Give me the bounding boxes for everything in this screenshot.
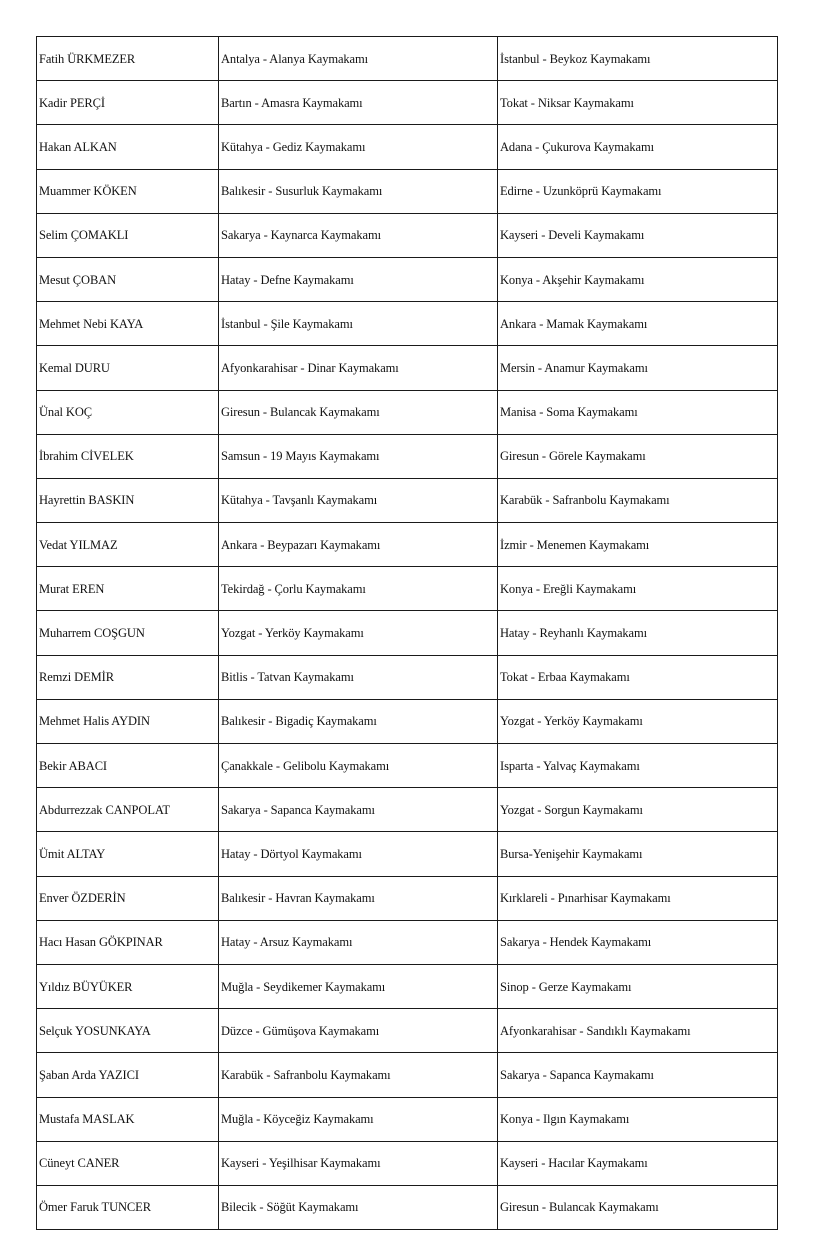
person-name-cell: Muammer KÖKEN (37, 169, 219, 213)
table-row (37, 1141, 778, 1185)
new-post-cell: İstanbul - Beykoz Kaymakamı (498, 37, 778, 81)
current-post-cell: Samsun - 19 Mayıs Kaymakamı (219, 434, 498, 478)
new-post-cell: Karabük - Safranbolu Kaymakamı (498, 478, 778, 522)
new-post-cell: Sakarya - Hendek Kaymakamı (498, 920, 778, 964)
new-post-cell: Kayseri - Develi Kaymakamı (498, 213, 778, 257)
new-post-cell: Isparta - Yalvaç Kaymakamı (498, 744, 778, 788)
person-name-cell: Selim ÇOMAKLI (37, 213, 219, 257)
new-post-cell: Tokat - Niksar Kaymakamı (498, 81, 778, 125)
table-row (37, 81, 778, 125)
current-post-cell: Sakarya - Sapanca Kaymakamı (219, 788, 498, 832)
person-name-cell: Hakan ALKAN (37, 125, 219, 169)
person-name-cell: Mustafa MASLAK (37, 1097, 219, 1141)
person-name-cell: Cüneyt CANER (37, 1141, 219, 1185)
table-row (37, 964, 778, 1008)
current-post-cell: Bilecik - Söğüt Kaymakamı (219, 1185, 498, 1229)
current-post-cell: Kütahya - Gediz Kaymakamı (219, 125, 498, 169)
person-name-cell: Murat EREN (37, 567, 219, 611)
table-row (37, 346, 778, 390)
current-post-cell: Balıkesir - Susurluk Kaymakamı (219, 169, 498, 213)
current-post-cell: Hatay - Dörtyol Kaymakamı (219, 832, 498, 876)
current-post-cell: Muğla - Seydikemer Kaymakamı (219, 964, 498, 1008)
table-row (37, 920, 778, 964)
table-row (37, 788, 778, 832)
new-post-cell: Yozgat - Sorgun Kaymakamı (498, 788, 778, 832)
person-name-cell: Remzi DEMİR (37, 655, 219, 699)
new-post-cell: İzmir - Menemen Kaymakamı (498, 523, 778, 567)
current-post-cell: Düzce - Gümüşova Kaymakamı (219, 1009, 498, 1053)
new-post-cell: Hatay - Reyhanlı Kaymakamı (498, 611, 778, 655)
person-name-cell: Ömer Faruk TUNCER (37, 1185, 219, 1229)
current-post-cell: Tekirdağ - Çorlu Kaymakamı (219, 567, 498, 611)
new-post-cell: Kırklareli - Pınarhisar Kaymakamı (498, 876, 778, 920)
current-post-cell: Bartın - Amasra Kaymakamı (219, 81, 498, 125)
table-row (37, 478, 778, 522)
table-row (37, 567, 778, 611)
person-name-cell: Selçuk YOSUNKAYA (37, 1009, 219, 1053)
new-post-cell: Tokat - Erbaa Kaymakamı (498, 655, 778, 699)
current-post-cell: Yozgat - Yerköy Kaymakamı (219, 611, 498, 655)
table-row (37, 1009, 778, 1053)
table-row (37, 1185, 778, 1229)
document-page (36, 36, 777, 1230)
new-post-cell: Edirne - Uzunköprü Kaymakamı (498, 169, 778, 213)
person-name-cell: Yıldız BÜYÜKER (37, 964, 219, 1008)
person-name-cell: Abdurrezzak CANPOLAT (37, 788, 219, 832)
current-post-cell: Kayseri - Yeşilhisar Kaymakamı (219, 1141, 498, 1185)
current-post-cell: İstanbul - Şile Kaymakamı (219, 302, 498, 346)
new-post-cell: Yozgat - Yerköy Kaymakamı (498, 699, 778, 743)
current-post-cell: Hatay - Defne Kaymakamı (219, 257, 498, 301)
person-name-cell: Ünal KOÇ (37, 390, 219, 434)
table-row (37, 523, 778, 567)
table-row (37, 699, 778, 743)
current-post-cell: Sakarya - Kaynarca Kaymakamı (219, 213, 498, 257)
table-row (37, 655, 778, 699)
table-row (37, 832, 778, 876)
current-post-cell: Giresun - Bulancak Kaymakamı (219, 390, 498, 434)
table-row (37, 125, 778, 169)
current-post-cell: Balıkesir - Bigadiç Kaymakamı (219, 699, 498, 743)
new-post-cell: Mersin - Anamur Kaymakamı (498, 346, 778, 390)
current-post-cell: Balıkesir - Havran Kaymakamı (219, 876, 498, 920)
table-row (37, 1097, 778, 1141)
person-name-cell: Şaban Arda YAZICI (37, 1053, 219, 1097)
person-name-cell: Vedat YILMAZ (37, 523, 219, 567)
current-post-cell: Antalya - Alanya Kaymakamı (219, 37, 498, 81)
new-post-cell: Giresun - Görele Kaymakamı (498, 434, 778, 478)
person-name-cell: Ümit ALTAY (37, 832, 219, 876)
person-name-cell: Hayrettin BASKIN (37, 478, 219, 522)
current-post-cell: Kütahya - Tavşanlı Kaymakamı (219, 478, 498, 522)
new-post-cell: Konya - Ilgın Kaymakamı (498, 1097, 778, 1141)
new-post-cell: Adana - Çukurova Kaymakamı (498, 125, 778, 169)
person-name-cell: Kemal DURU (37, 346, 219, 390)
table-row (37, 434, 778, 478)
person-name-cell: Muharrem COŞGUN (37, 611, 219, 655)
table-row (37, 876, 778, 920)
new-post-cell: Sakarya - Sapanca Kaymakamı (498, 1053, 778, 1097)
new-post-cell: Manisa - Soma Kaymakamı (498, 390, 778, 434)
person-name-cell: Mehmet Nebi KAYA (37, 302, 219, 346)
new-post-cell: Konya - Akşehir Kaymakamı (498, 257, 778, 301)
person-name-cell: Mesut ÇOBAN (37, 257, 219, 301)
person-name-cell: Bekir ABACI (37, 744, 219, 788)
table-row (37, 611, 778, 655)
current-post-cell: Bitlis - Tatvan Kaymakamı (219, 655, 498, 699)
person-name-cell: İbrahim CİVELEK (37, 434, 219, 478)
appointment-table (36, 36, 778, 1230)
current-post-cell: Afyonkarahisar - Dinar Kaymakamı (219, 346, 498, 390)
person-name-cell: Enver ÖZDERİN (37, 876, 219, 920)
table-row (37, 37, 778, 81)
person-name-cell: Mehmet Halis AYDIN (37, 699, 219, 743)
new-post-cell: Konya - Ereğli Kaymakamı (498, 567, 778, 611)
table-row (37, 302, 778, 346)
table-row (37, 213, 778, 257)
table-row (37, 257, 778, 301)
table-row (37, 1053, 778, 1097)
current-post-cell: Ankara - Beypazarı Kaymakamı (219, 523, 498, 567)
table-row (37, 390, 778, 434)
table-row (37, 744, 778, 788)
new-post-cell: Bursa-Yenişehir Kaymakamı (498, 832, 778, 876)
new-post-cell: Kayseri - Hacılar Kaymakamı (498, 1141, 778, 1185)
new-post-cell: Giresun - Bulancak Kaymakamı (498, 1185, 778, 1229)
new-post-cell: Afyonkarahisar - Sandıklı Kaymakamı (498, 1009, 778, 1053)
table-row (37, 169, 778, 213)
new-post-cell: Sinop - Gerze Kaymakamı (498, 964, 778, 1008)
current-post-cell: Hatay - Arsuz Kaymakamı (219, 920, 498, 964)
current-post-cell: Karabük - Safranbolu Kaymakamı (219, 1053, 498, 1097)
current-post-cell: Çanakkale - Gelibolu Kaymakamı (219, 744, 498, 788)
current-post-cell: Muğla - Köyceğiz Kaymakamı (219, 1097, 498, 1141)
person-name-cell: Hacı Hasan GÖKPINAR (37, 920, 219, 964)
person-name-cell: Kadir PERÇİ (37, 81, 219, 125)
appointment-table-body (37, 37, 778, 1230)
person-name-cell: Fatih ÜRKMEZER (37, 37, 219, 81)
new-post-cell: Ankara - Mamak Kaymakamı (498, 302, 778, 346)
